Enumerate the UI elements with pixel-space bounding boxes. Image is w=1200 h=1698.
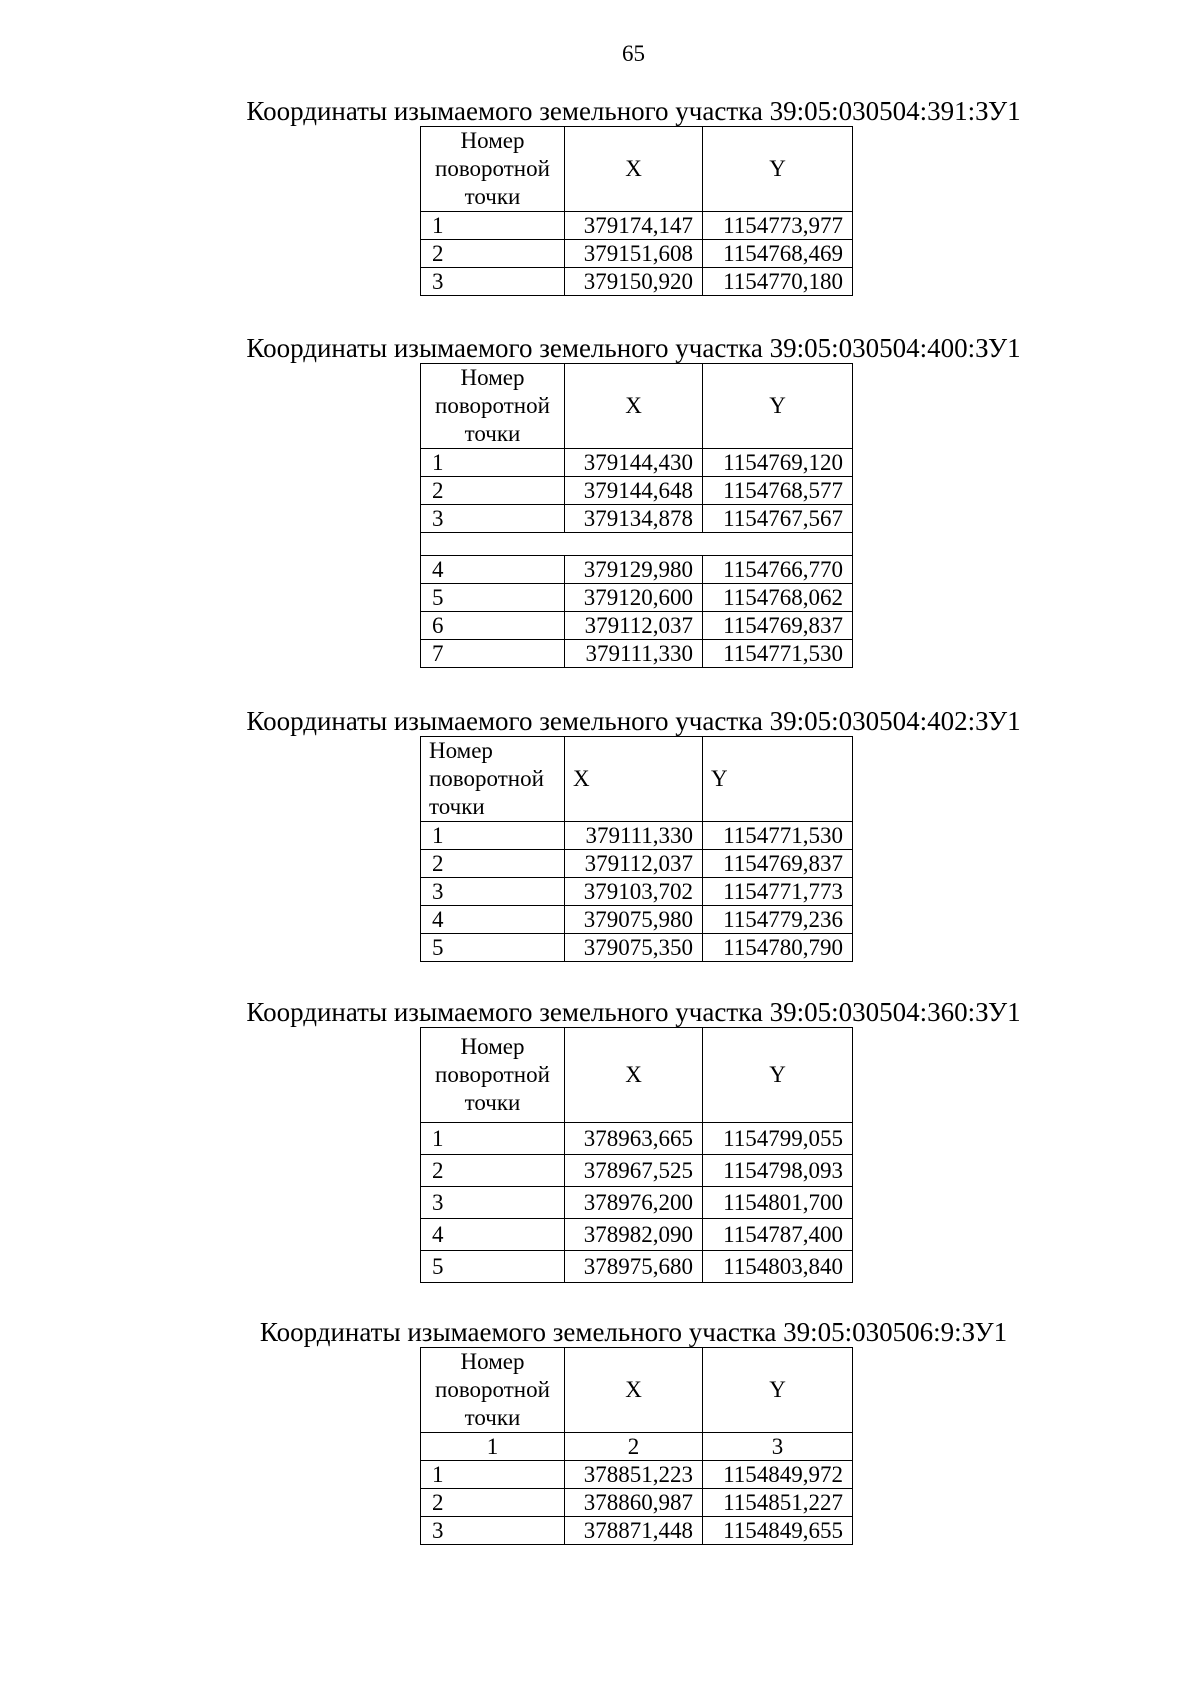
table-row: 5 378975,680 1154803,840: [421, 1251, 853, 1283]
point-number-header: Номер поворотной точки: [421, 1028, 565, 1123]
empty-row: [421, 533, 853, 556]
table-row: 4 378982,090 1154787,400: [421, 1219, 853, 1251]
section-title: Координаты изымаемого земельного участка 39:05:030504:360:ЗУ1: [246, 997, 1021, 1027]
point-number-header: Номер поворотной точки: [421, 1348, 565, 1433]
section-360: [0, 997, 1200, 1283]
table-row: 7 379111,330 1154771,530: [421, 640, 853, 668]
table-row: 4 379129,980 1154766,770: [421, 556, 853, 584]
coordinates-table: [420, 736, 853, 962]
table-header-row: [421, 737, 853, 822]
section-391: [0, 96, 1200, 296]
table-row: 3 378976,200 1154801,700: [421, 1187, 853, 1219]
y-header: Y: [703, 1348, 853, 1433]
table-header-row: [421, 1028, 853, 1123]
y-header: Y: [703, 364, 853, 449]
table-row: 2 379144,648 1154768,577: [421, 477, 853, 505]
table-row: 2 379112,037 1154769,837: [421, 850, 853, 878]
table-header-row: [421, 1348, 853, 1433]
table-row: 2 379151,608 1154768,469: [421, 240, 853, 268]
section-402: [0, 706, 1200, 962]
point-number-header: Номер поворотной точки: [421, 127, 565, 212]
x-header: X: [565, 1348, 703, 1433]
table-header-row: [421, 364, 853, 449]
table-row: 1 378851,223 1154849,972: [421, 1461, 853, 1489]
section-title: Координаты изымаемого земельного участка 39:05:030504:402:ЗУ1: [246, 706, 1021, 736]
table-row: 6 379112,037 1154769,837: [421, 612, 853, 640]
coordinates-table: [420, 126, 853, 296]
section-title: Координаты изымаемого земельного участка 39:05:030504:391:ЗУ1: [246, 96, 1021, 126]
section-title: Координаты изымаемого земельного участка 39:05:030504:400:ЗУ1: [246, 333, 1021, 363]
table-row: 5 379075,350 1154780,790: [421, 934, 853, 962]
section-title: Координаты изымаемого земельного участка 39:05:030506:9:ЗУ1: [259, 1317, 1008, 1347]
x-header: X: [565, 737, 703, 822]
column-numbers-row: 1 2 3: [421, 1433, 853, 1461]
point-number-header: Номер поворотной точки: [421, 737, 565, 822]
x-header: X: [565, 127, 703, 212]
table-row: 1 379111,330 1154771,530: [421, 822, 853, 850]
x-header: X: [565, 364, 703, 449]
table-row: 1 379174,147 1154773,977: [421, 212, 853, 240]
table-row: 1 379144,430 1154769,120: [421, 449, 853, 477]
table-row: 1 378963,665 1154799,055: [421, 1123, 853, 1155]
table-row: 3 379103,702 1154771,773: [421, 878, 853, 906]
table-row: 5 379120,600 1154768,062: [421, 584, 853, 612]
table-row: 2 378860,987 1154851,227: [421, 1489, 853, 1517]
table-header-row: [421, 127, 853, 212]
section-506-9: [0, 1317, 1200, 1545]
table-row: 3 379134,878 1154767,567: [421, 505, 853, 533]
point-number-header: Номер поворотной точки: [421, 364, 565, 449]
page-number: 65: [622, 41, 645, 66]
y-header: Y: [703, 1028, 853, 1123]
x-header: X: [565, 1028, 703, 1123]
y-header: Y: [703, 737, 853, 822]
table-row: 2 378967,525 1154798,093: [421, 1155, 853, 1187]
section-400: [0, 333, 1200, 668]
table-row: 3 379150,920 1154770,180: [421, 268, 853, 296]
coordinates-table: [420, 1347, 853, 1545]
coordinates-table: [420, 363, 853, 668]
coordinates-table: [420, 1027, 853, 1283]
table-row: 3 378871,448 1154849,655: [421, 1517, 853, 1545]
y-header: Y: [703, 127, 853, 212]
table-row: 4 379075,980 1154779,236: [421, 906, 853, 934]
